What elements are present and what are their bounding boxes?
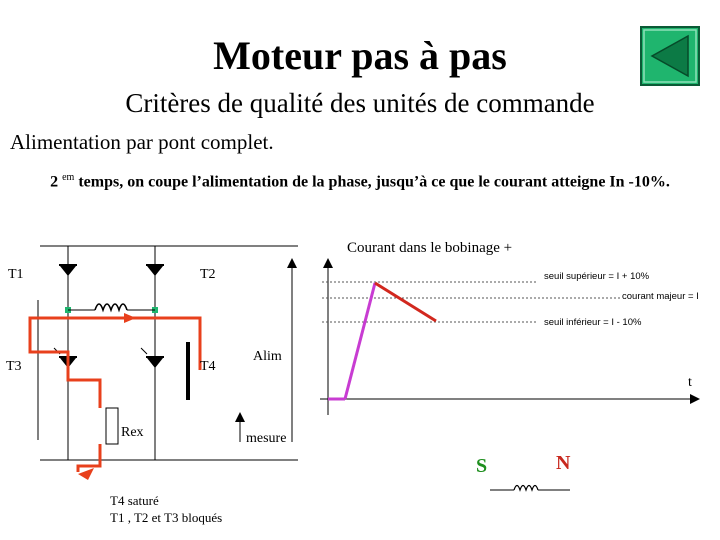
label-rex: Rex	[121, 425, 144, 440]
label-alim: Alim	[253, 349, 282, 364]
step-description	[0, 172, 720, 191]
y-axis-arrow-icon	[323, 258, 333, 268]
threshold-upper-label: seuil supérieur = I + 10%	[544, 271, 650, 282]
t4-gate-tick	[141, 348, 147, 354]
slide-subtitle: Critères de qualité des unités de commande	[125, 88, 595, 118]
graph-title: Courant dans le bobinage +	[347, 240, 513, 256]
diode-t4-icon	[147, 358, 163, 368]
x-axis-label: t	[688, 375, 692, 390]
current-rise-segment	[345, 283, 375, 399]
threshold-nominal-label: courant majeur = I	[622, 291, 699, 302]
current-arrow-top-icon	[124, 313, 136, 323]
diode-t1-icon	[60, 266, 76, 276]
bridge-circuit-diagram	[0, 230, 310, 480]
pole-south: S	[476, 455, 488, 477]
pole-north: N	[556, 452, 571, 474]
label-t1: T1	[8, 267, 24, 282]
note-t4-state: T4 saturé	[110, 493, 159, 508]
current-decay-segment	[375, 283, 436, 321]
rex-resistor	[106, 408, 118, 444]
x-axis-arrow-icon	[690, 394, 700, 404]
threshold-lower-label: seuil inférieur = I - 10%	[544, 317, 642, 328]
label-t2: T2	[200, 267, 216, 282]
current-arrow-bottom-icon	[78, 468, 94, 480]
winding-symbol	[490, 478, 570, 502]
section-heading: Alimentation par pont complet.	[10, 130, 274, 154]
diode-t2-icon	[147, 266, 163, 276]
slide-title: Moteur pas à pas	[213, 33, 507, 78]
step-number: 2	[50, 173, 59, 191]
current-path-return	[78, 444, 100, 472]
current-path-right	[100, 318, 200, 370]
step-text: temps, on coupe l’alimentation de la phase, jusqu’à ce que le courant atteigne In -10%.	[74, 173, 670, 191]
winding-coil-icon	[514, 486, 538, 491]
step-superscript: em	[62, 172, 75, 183]
alim-arrow-head-icon	[287, 258, 297, 268]
label-t4: T4	[200, 359, 216, 374]
previous-slide-button[interactable]	[640, 26, 700, 86]
mesure-arrow-head-icon	[235, 412, 245, 422]
label-mesure: mesure	[246, 431, 287, 446]
note-other-transistors: T1 , T2 et T3 bloqués	[110, 510, 223, 525]
label-t3: T3	[6, 359, 22, 374]
coil-icon	[95, 304, 127, 310]
current-graph	[310, 230, 710, 420]
